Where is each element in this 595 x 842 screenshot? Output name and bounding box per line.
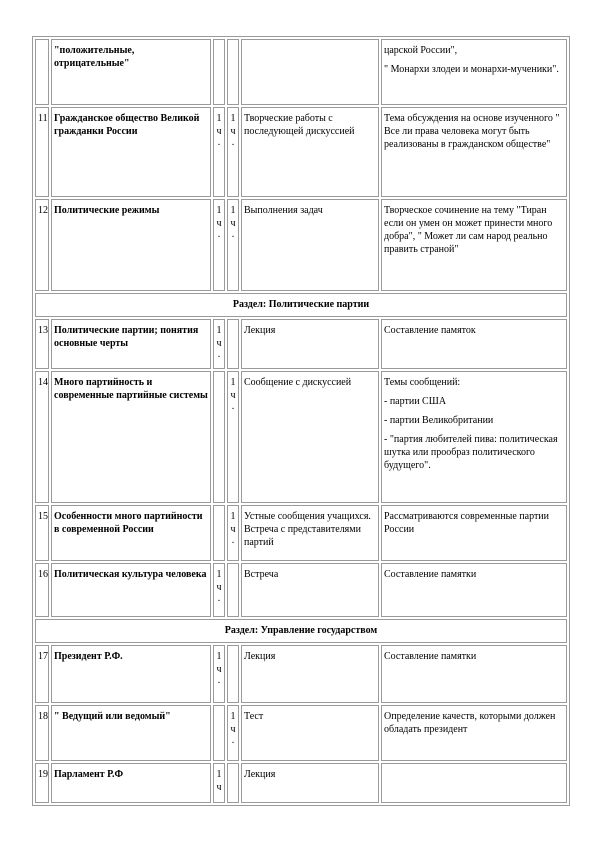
- hours-practice: [227, 763, 239, 803]
- note-line: - партии Великобритании: [384, 415, 494, 426]
- lesson-topic: "положительные, отрицательные": [51, 39, 211, 105]
- lesson-form: Выполнения задач: [241, 199, 379, 291]
- note-line: Определение качеств, которыми должен обладать президент: [384, 711, 556, 735]
- hours-glyph: ч: [230, 126, 236, 137]
- lesson-topic: Политическая культура человека: [51, 563, 211, 617]
- lesson-number: 14: [35, 371, 49, 503]
- lesson-plan-table: [32, 36, 570, 806]
- lesson-number: 12: [35, 199, 49, 291]
- hours-glyph: ч: [230, 390, 236, 401]
- lesson-topic: " Ведущий или ведомый": [51, 705, 211, 761]
- note-line: - партии США: [384, 396, 447, 407]
- hours-glyph: ч: [230, 218, 236, 229]
- hours-glyph: .: [217, 675, 221, 686]
- hours-glyph: 1: [216, 569, 222, 580]
- hours-glyph: 1: [216, 325, 222, 336]
- hours-practice: [227, 107, 239, 197]
- lesson-notes: [381, 563, 567, 617]
- lesson-topic: Особенности много партийности в современной России: [51, 505, 211, 561]
- hours-practice: [227, 563, 239, 617]
- note-line: Рассматриваются современные партии России: [384, 511, 550, 535]
- hours-glyph: ч: [216, 218, 222, 229]
- lesson-notes: [381, 763, 567, 803]
- lesson-topic: Парламент Р.Ф: [51, 763, 211, 803]
- lesson-number: 16: [35, 563, 49, 617]
- note-line: Составление памятки: [384, 651, 477, 662]
- lesson-form: Встреча: [241, 563, 379, 617]
- lesson-notes: [381, 705, 567, 761]
- section-title: Раздел: Управление государством: [35, 619, 567, 643]
- note-line: " Монархи злодеи и монархи-мученики".: [384, 64, 559, 75]
- lesson-topic: Гражданское общество Великой гражданки России: [51, 107, 211, 197]
- hours-glyph: ч: [230, 524, 236, 535]
- hours-theory: [213, 505, 225, 561]
- lesson-topic: Политические партии; понятия основные черты: [51, 319, 211, 369]
- table-row: [35, 563, 567, 617]
- hours-practice: [227, 199, 239, 291]
- note-line: Составление памятки: [384, 569, 477, 580]
- section-title: Раздел: Политические партии: [35, 293, 567, 317]
- lesson-form: Лекция: [241, 319, 379, 369]
- lesson-notes: [381, 319, 567, 369]
- hours-theory: [213, 199, 225, 291]
- lesson-form: Тест: [241, 705, 379, 761]
- hours-glyph: 1: [230, 205, 236, 216]
- table-row: [35, 705, 567, 761]
- hours-glyph: .: [231, 735, 235, 746]
- section-row: [35, 293, 567, 317]
- hours-theory: [213, 371, 225, 503]
- lesson-number: 11: [35, 107, 49, 197]
- lesson-number: [35, 39, 49, 105]
- lesson-notes: [381, 39, 567, 105]
- hours-glyph: .: [217, 593, 221, 604]
- lesson-plan-body: [35, 39, 567, 803]
- note-line: Творческое сочинение на тему "Тиран если он умен он может принести много добра", " Может ли сам народ реально править страной": [384, 205, 553, 255]
- hours-practice: [227, 705, 239, 761]
- note-line: Составление памяток: [384, 325, 476, 336]
- hours-glyph: ч: [216, 338, 222, 349]
- hours-glyph: .: [231, 229, 235, 240]
- lesson-topic: Политические режимы: [51, 199, 211, 291]
- hours-glyph: 1: [216, 769, 222, 780]
- table-row: [35, 39, 567, 105]
- hours-theory: [213, 39, 225, 105]
- lesson-form: Лекция: [241, 645, 379, 703]
- lesson-notes: [381, 505, 567, 561]
- lesson-notes: [381, 645, 567, 703]
- hours-theory: [213, 705, 225, 761]
- hours-glyph: 1: [230, 377, 236, 388]
- hours-practice: [227, 645, 239, 703]
- note-line: царской России",: [384, 45, 458, 56]
- note-line: Темы сообщений:: [384, 377, 461, 388]
- lesson-form: Устные сообщения учащихся. Встреча с представителями партий: [241, 505, 379, 561]
- hours-theory: [213, 563, 225, 617]
- hours-theory: [213, 107, 225, 197]
- hours-theory: [213, 319, 225, 369]
- hours-practice: [227, 371, 239, 503]
- hours-glyph: 1: [216, 113, 222, 124]
- hours-glyph: 1: [230, 511, 236, 522]
- hours-glyph: 1: [230, 113, 236, 124]
- table-row: [35, 319, 567, 369]
- hours-glyph: 1: [216, 651, 222, 662]
- hours-practice: [227, 505, 239, 561]
- lesson-number: 17: [35, 645, 49, 703]
- table-row: [35, 645, 567, 703]
- lesson-number: 13: [35, 319, 49, 369]
- table-row: [35, 107, 567, 197]
- lesson-topic: Много партийность и современные партийные системы: [51, 371, 211, 503]
- hours-theory: [213, 645, 225, 703]
- lesson-number: 18: [35, 705, 49, 761]
- lesson-topic: Президент Р.Ф.: [51, 645, 211, 703]
- table-row: [35, 371, 567, 503]
- hours-glyph: ч: [216, 782, 222, 793]
- note-line: Тема обсуждения на основе изученного " Все ли права человека могут быть реализованы в гражданском обществе": [384, 113, 560, 150]
- lesson-notes: [381, 107, 567, 197]
- lesson-number: 19: [35, 763, 49, 803]
- section-row: [35, 619, 567, 643]
- note-line: - "партия любителей пива: политическая шутка или прообраз политического будущего".: [384, 434, 558, 471]
- lesson-form: Лекция: [241, 763, 379, 803]
- lesson-notes: [381, 199, 567, 291]
- hours-glyph: .: [217, 349, 221, 360]
- table-row: [35, 763, 567, 803]
- table-row: [35, 199, 567, 291]
- table-row: [35, 505, 567, 561]
- hours-practice: [227, 319, 239, 369]
- lesson-form: Творческие работы с последующей дискуссией: [241, 107, 379, 197]
- hours-practice: [227, 39, 239, 105]
- hours-glyph: 1: [216, 205, 222, 216]
- lesson-notes: [381, 371, 567, 503]
- hours-glyph: .: [217, 137, 221, 148]
- lesson-number: 15: [35, 505, 49, 561]
- lesson-form: Сообщение с дискуссией: [241, 371, 379, 503]
- hours-glyph: .: [217, 229, 221, 240]
- hours-glyph: ч: [216, 582, 222, 593]
- hours-glyph: .: [231, 137, 235, 148]
- hours-glyph: ч: [230, 724, 236, 735]
- hours-theory: [213, 763, 225, 803]
- hours-glyph: ч: [216, 126, 222, 137]
- hours-glyph: .: [231, 401, 235, 412]
- hours-glyph: 1: [230, 711, 236, 722]
- hours-glyph: .: [231, 535, 235, 546]
- lesson-plan-sheet: [32, 36, 562, 806]
- hours-glyph: ч: [216, 664, 222, 675]
- lesson-form: [241, 39, 379, 105]
